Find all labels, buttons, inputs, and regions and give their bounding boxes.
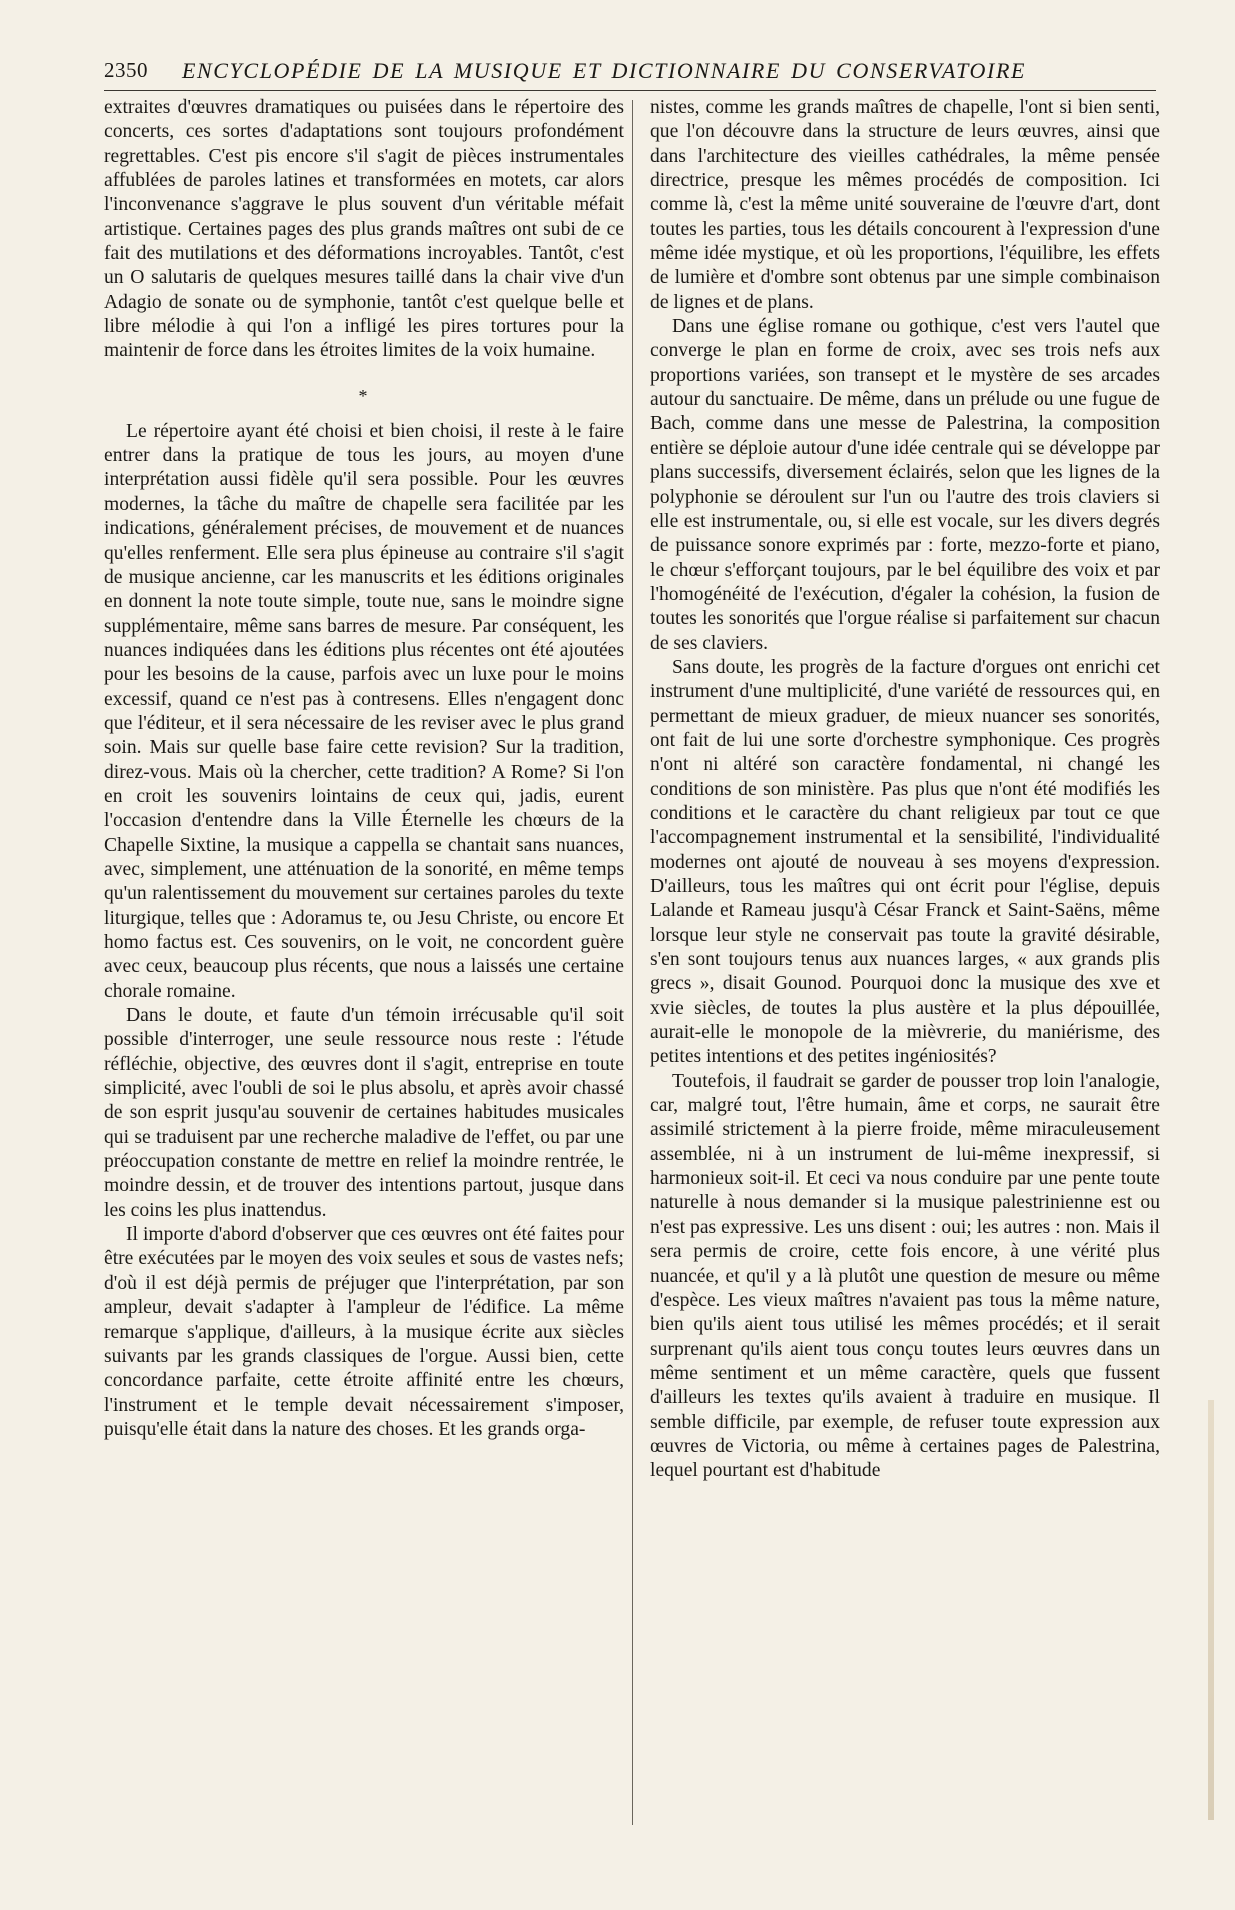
- page-number: 2350: [104, 58, 148, 82]
- paragraph: Le répertoire ayant été choisi et bien choisi, il reste à le faire entrer dans la pratique de tous les jours, au moyen d'une interprétation aussi fidèle qu'il sera possible. Pour les œuvres modernes, la tâche du maître de chapelle sera facilitée par les indications, généralement précises, de mouvement et de nuances qu'elles renferment. Elle sera plus épineuse au contraire s'il s'agit de musique ancienne, car les manuscrits et les éditions originales en donnent la note toute simple, toute nue, sans le moindre signe supplémentaire, même sans barres de mesure. Par conséquent, les nuances indiquées dans les éditions plus récentes ont été ajoutées pour les besoins de la cause, parfois avec un luxe pour le moins excessif, quand ce n'est pas à contresens. Elles n'engagent donc que l'éditeur, et il sera nécessaire de les reviser avec le plus grand soin. Mais sur quelle base faire cette revision? Sur la tradition, direz-vous. Mais où la chercher, cette tradition? A Rome? Si l'on en croit les souvenirs lointains de ceux qui, jadis, eurent l'occasion d'entendre dans la Ville Éternelle les chœurs de la Chapelle Sixtine, la musique a cappella se chantait sans nuances, avec, simplement, une atténuation de la sonorité, en même temps qu'un ralentissement du mouvement sur certaines paroles du texte liturgique, telles que : Adoramus te, ou Jesu Christe, ou encore Et homo factus est. Ces souvenirs, on le voit, ne concordent guère avec ceux, beaucoup plus récents, que nous a laissés une certaine chorale romaine.: [104, 420, 624, 1002]
- section-separator: *: [358, 385, 370, 406]
- running-title: ENCYCLOPÉDIE DE LA MUSIQUE ET DICTIONNAIRE DU CONSERVATOIRE: [182, 58, 1027, 83]
- right-column: [650, 96, 1160, 1484]
- paragraph: Il importe d'abord d'observer que ces œuvres ont été faites pour être exécutées par le moyen des voix seules et sous de vastes nefs; d'où il est déjà permis de préjuger que l'interprétation, par son ampleur, devait s'adapter à l'ampleur de l'édifice. La même remarque s'applique, d'ailleurs, à la musique écrite aux siècles suivants par les grands classiques de l'orgue. Aussi bien, cette concordance parfaite, cette étroite affinité entre les chœurs, l'instrument et le temple devait nécessairement s'imposer, puisqu'elle était dans la nature des choses. Et les grands orga-: [104, 1224, 624, 1440]
- paragraph: extraites d'œuvres dramatiques ou puisées dans le répertoire des concerts, ces sortes d'adaptations sont toujours profondément regrettables. C'est pis encore s'il s'agit de pièces instrumentales affublées de paroles latines et transformées en motets, car alors l'inconvenance s'aggrave le plus souvent d'un véritable méfait artistique. Certaines pages des plus grands maîtres ont subi de ce fait des mutilations et des déformations incroyables. Tantôt, c'est un O salutaris de quelques mesures taillé dans la chair vive d'un Adagio de sonate ou de symphonie, tantôt c'est quelque belle et libre mélodie à qui l'on a infligé les pires tortures pour la maintenir de force dans les étroites limites de la voix humaine.: [104, 97, 624, 362]
- paragraph: Dans le doute, et faute d'un témoin irrécusable qu'il soit possible d'interroger, une seule ressource nous reste : l'étude réfléchie, objective, des œuvres dont il s'agit, entreprise en toute simplicité, avec l'oubli de soi le plus absolu, et après avoir chassé de son esprit jusqu'au souvenir de certaines habitudes musicales qui se traduisent par une recherche maladive de l'effet, ou par une préoccupation constante de mettre en relief la moindre rentrée, le moindre dessin, et de trouver des intentions partout, jusque dans les coins les plus inattendus.: [104, 1005, 624, 1221]
- left-column: [104, 96, 624, 1442]
- header-rule: [104, 90, 1156, 91]
- paragraph: Dans une église romane ou gothique, c'est vers l'autel que converge le plan en forme de croix, avec ses trois nefs aux proportions variées, son transept et le mystère de ses arcades autour du sanctuaire. De même, dans un prélude ou une fugue de Bach, comme dans une messe de Palestrina, la composition entière se déploie autour d'une idée centrale qui se développe par plans successifs, diversement éclairés, selon que les lignes de la polyphonie se déroulent sur l'un ou l'autre des trois claviers si elle est instrumentale, ou, si elle est vocale, sur les divers degrés de puissance sonore exprimés par : forte, mezzo-forte et piano, le chœur s'efforçant toujours, par le bel équilibre des voix et par l'homogénéité de l'exécution, d'égaler la cohésion, la fusion de toutes les sonorités que l'orgue réalise si parfaitement sur chacun de ses claviers.: [650, 316, 1160, 654]
- column-divider: [632, 100, 633, 1825]
- paragraph: Sans doute, les progrès de la facture d'orgues ont enrichi cet instrument d'une multiplicité, d'une variété de ressources qui, en permettant de mieux graduer, de mieux nuancer ses sonorités, ont fait de lui une sorte d'orchestre symphonique. Ces progrès n'ont ni altéré son caractère fondamental, ni changé les conditions de son ministère. Pas plus que n'ont été modifiés les conditions et le caractère du chant religieux par tout ce que l'accompagnement instrumental et la sensibilité, l'individualité modernes ont ajouté de nouveau à ses moyens d'expression. D'ailleurs, tous les maîtres qui ont écrit pour l'église, depuis Lalande et Rameau jusqu'à César Franck et Saint-Saëns, même lorsque leur style ne conservait pas toute la gravité désirable, s'en sont toujours tenus aux nuances larges, « aux grands plis grecs », disait Gounod. Pourquoi donc la musique des xve et xvie siècles, de toutes la plus austère et la plus dépouillée, aurait-elle le monopole de la mièvrerie, du maniérisme, des petites intentions et des petites ingéniosités?: [650, 656, 1160, 1068]
- paragraph: nistes, comme les grands maîtres de chapelle, l'ont si bien senti, que l'on découvre dans la structure de leurs œuvres, ainsi que dans l'architecture des vieilles cathédrales, la même pensée directrice, presque les mêmes procédés de composition. Ici comme là, c'est la même unité souveraine de l'œuvre d'art, dont toutes les parties, tous les détails concourent à l'expression d'une même idée mystique, et où les proportions, l'équilibre, les effets de lumière et d'ombre sont obtenus par une simple combinaison de lignes et de plans.: [650, 97, 1160, 313]
- paragraph: Toutefois, il faudrait se garder de pousser trop loin l'analogie, car, malgré tout, l'être humain, âme et corps, ne saurait être assimilé strictement à la pierre froide, même miraculeusement assemblée, ni à un instrument de lui-même inexpressif, si harmonieux soit-il. Et ceci va nous conduire par une pente toute naturelle à nous demander si la musique palestrinienne est ou n'est pas expressive. Les uns disent : oui; les autres : non. Mais il sera permis de croire, cette fois encore, à une vérité plus nuancée, et qu'il y a là plutôt une question de mesure ou même d'espèce. Les vieux maîtres n'avaient pas tous la même nature, bien qu'ils aient tous utilisé les mêmes procédés; et il serait surprenant qu'ils aient tous conçu toutes leurs œuvres dans un même sentiment et un même caractère, quels que fussent d'ailleurs les textes qu'ils avaient à traduire en musique. Il semble difficile, par exemple, de refuser toute expression aux œuvres de Victoria, ou même à certaines pages de Palestrina, lequel pourtant est d'habitude: [650, 1070, 1160, 1482]
- page-edge-shadow: [1208, 1400, 1214, 1820]
